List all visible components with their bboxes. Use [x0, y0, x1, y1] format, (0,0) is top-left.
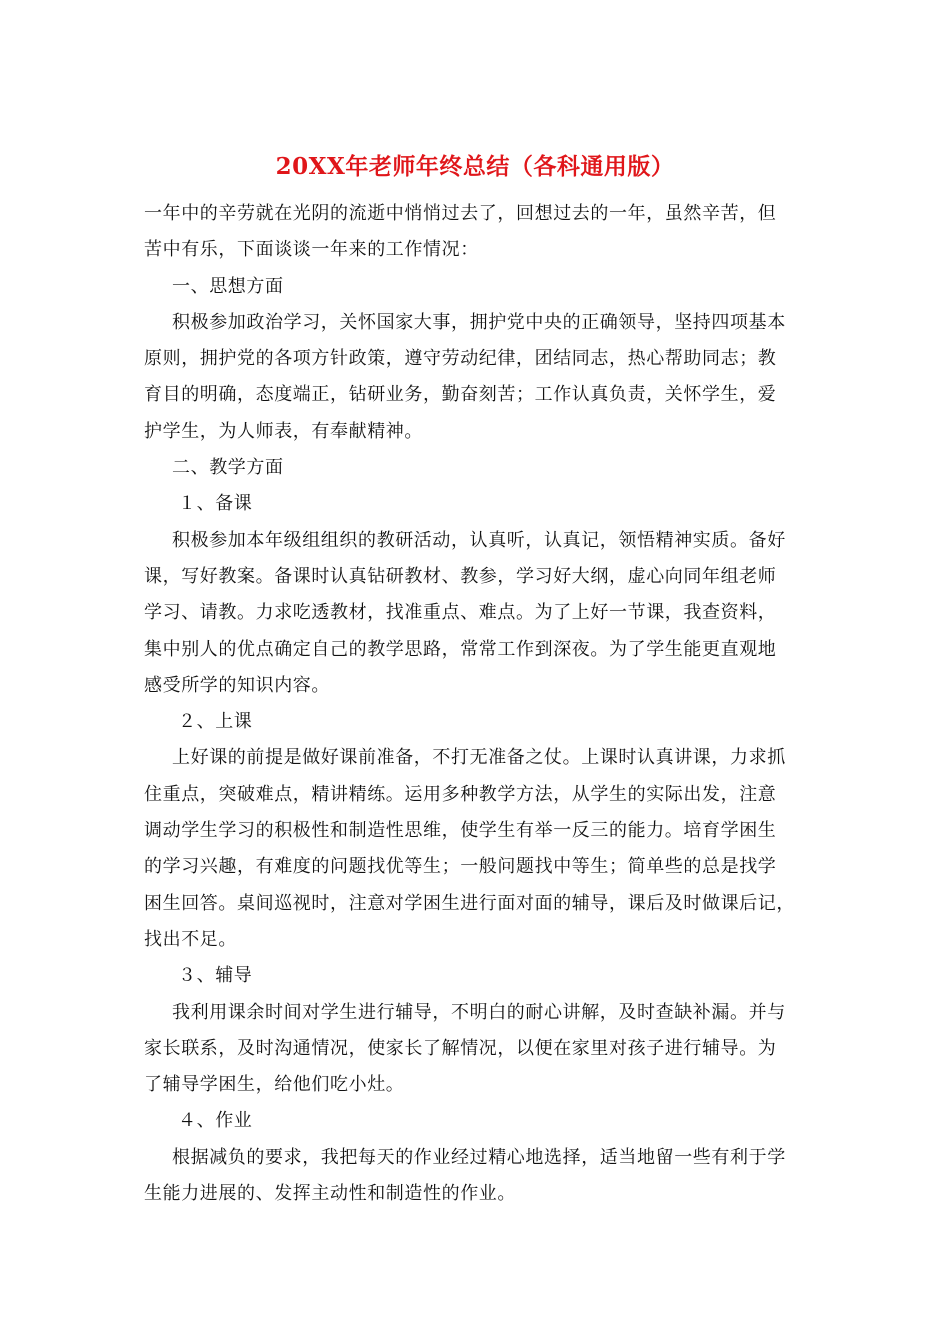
paragraph-line: 育目的明确，态度端正，钻研业务，勤奋刻苦；工作认真负责，关怀学生，爱 [144, 384, 777, 406]
paragraph-line: 的学习兴趣，有难度的问题找优等生；一般问题找中等生；简单些的总是找学 [144, 856, 777, 878]
subsection-heading: ４、作业 [178, 1110, 253, 1132]
subsection-heading: ２、上课 [178, 711, 253, 733]
intro-line: 苦中有乐，下面谈谈一年来的工作情况： [144, 239, 479, 261]
page-title: 20XX年老师年终总结（各科通用版） [275, 153, 675, 180]
paragraph-line: 集中别人的优点确定自己的教学思路，常常工作到深夜。为了学生能更直观地 [144, 638, 777, 660]
paragraph-line: 感受所学的知识内容。 [144, 674, 330, 696]
section-heading: 二、教学方面 [172, 457, 284, 479]
paragraph-line: 课，写好教案。备课时认真钻研教材、教参，学习好大纲，虚心向同年组老师 [144, 565, 777, 587]
subsection-heading: ３、辅导 [178, 965, 253, 987]
paragraph-line: 根据减负的要求，我把每天的作业经过精心地选择，适当地留一些有利于学 [172, 1146, 786, 1168]
paragraph-line: 调动学生学习的积极性和制造性思维，使学生有举一反三的能力。培育学困生 [144, 820, 777, 842]
paragraph-line: 找出不足。 [144, 928, 237, 950]
paragraph-line: 学习、请教。力求吃透教材，找准重点、难点。为了上好一节课，我查资料， [144, 602, 777, 624]
paragraph-line: 住重点，突破难点，精讲精练。运用多种教学方法，从学生的实际出发，注意 [144, 783, 777, 805]
document-body [144, 196, 810, 1212]
paragraph-line: 积极参加本年级组组织的教研活动，认真听，认真记，领悟精神实质。备好 [172, 529, 786, 551]
paragraph-line: 了辅导学困生，给他们吃小灶。 [144, 1074, 405, 1096]
paragraph-line: 家长联系，及时沟通情况，使家长了解情况，以便在家里对孩子进行辅导。为 [144, 1037, 777, 1059]
subsection-heading: １、备课 [178, 493, 253, 515]
paragraph-line: 护学生，为人师表，有奉献精神。 [144, 420, 423, 442]
paragraph-line: 生能力进展的、发挥主动性和制造性的作业。 [144, 1183, 516, 1205]
paragraph-line: 上好课的前提是做好课前准备，不打无准备之仗。上课时认真讲课，力求抓 [172, 747, 786, 769]
paragraph-line: 困生回答。桌间巡视时，注意对学困生进行面对面的辅导，课后及时做课后记， [144, 892, 795, 914]
intro-line: 一年中的辛劳就在光阴的流逝中悄悄过去了，回想过去的一年，虽然辛苦，但 [144, 203, 777, 224]
paragraph-line: 我利用课余时间对学生进行辅导，不明白的耐心讲解，及时查缺补漏。并与 [172, 1001, 786, 1023]
section-heading: 一、思想方面 [172, 275, 284, 297]
paragraph-line: 原则，拥护党的各项方针政策，遵守劳动纪律，团结同志，热心帮助同志；教 [144, 348, 777, 370]
paragraph-line: 积极参加政治学习，关怀国家大事，拥护党中央的正确领导，坚持四项基本 [172, 311, 786, 333]
